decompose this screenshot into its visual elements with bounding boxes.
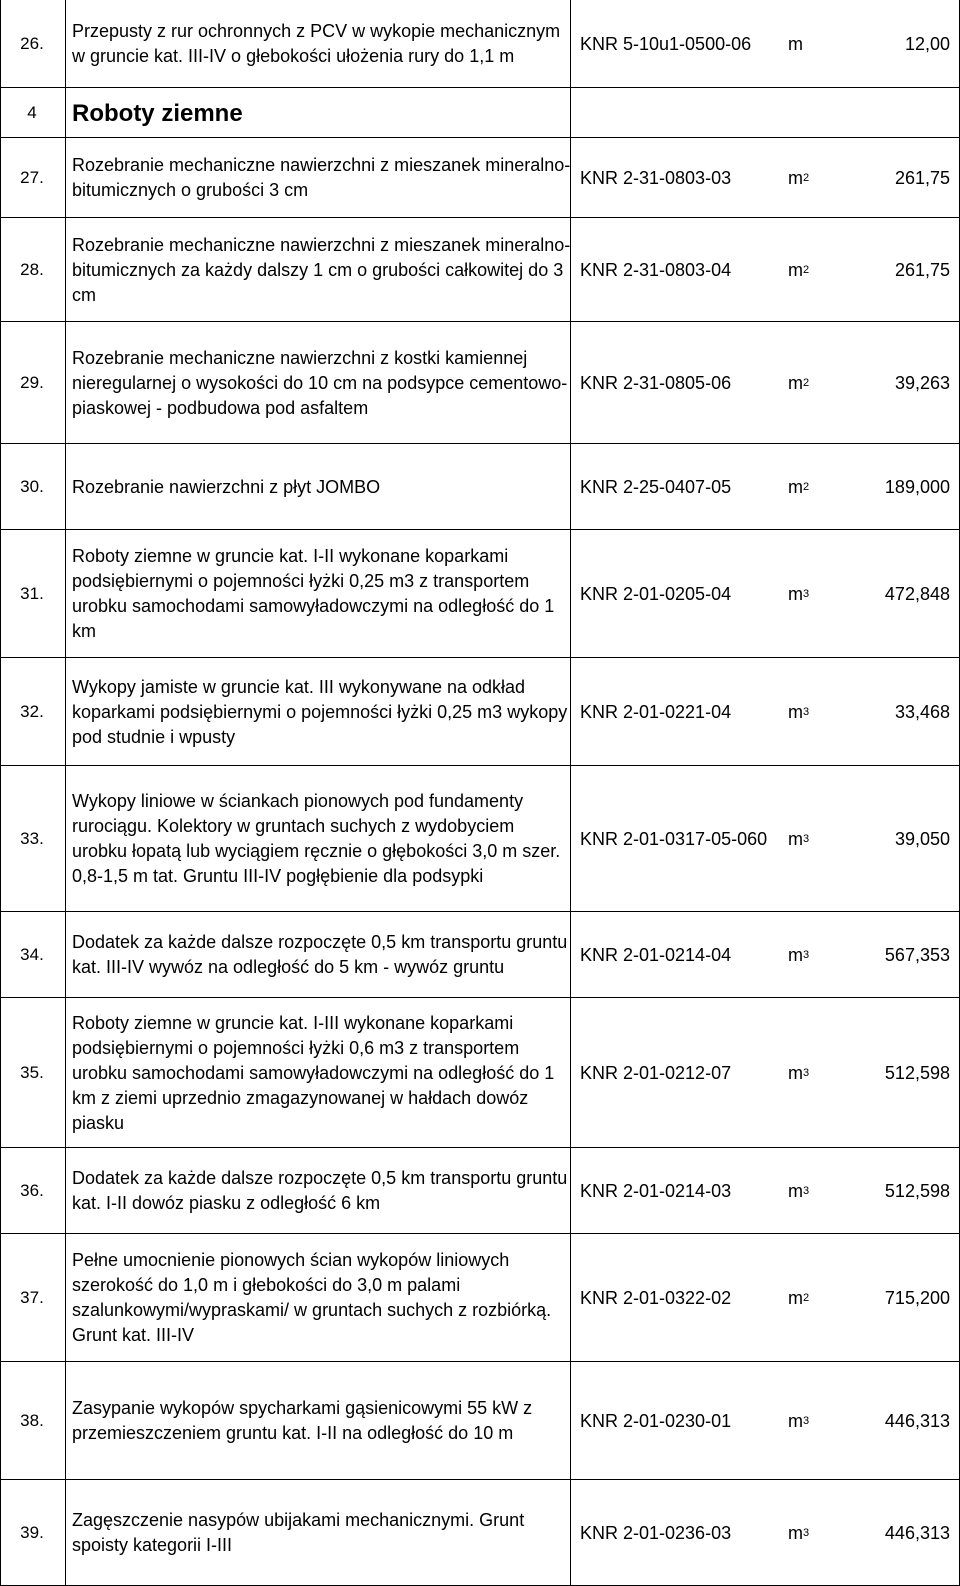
item-number [2, 998, 62, 1148]
item-description-text: Wykopy liniowe w ściankach pionowych pod fundamenty rurociągu. Kolektory w gruntach suchych z wydobyciem urobku łopatą lub wyciągiem ręcznie o głębokości 3,0 m szer. 0,8-1,5 m tat. Gruntu III-IV pogłębienie dla podsypki [72, 791, 561, 886]
item-unit-text: m [788, 944, 803, 965]
section-title-text: Roboty ziemne [72, 99, 243, 127]
item-number-text: 27. [20, 168, 44, 187]
item-description-text: Zasypanie wykopów spycharkami gąsienicowymi 55 kW z przemieszczeniem gruntu kat. I-II na odległość do 10 m [72, 1398, 533, 1443]
item-description-text: Roboty ziemne w gruncie kat. I-III wykonane koparkami podsiębiernymi o pojemności łyżki 0,6 m3 z transportem urobku samochodami samowyładowczymi na odległość do 1 km z ziemi uprzednio zmagazynowanej w hałdach dowóz piasku [72, 1012, 555, 1133]
item-code-text: KNR 2-01-0230-01 [580, 1410, 732, 1431]
item-quantity-text: 446,313 [884, 1410, 950, 1431]
table-row [0, 1148, 960, 1234]
item-unit: m 3 [788, 1062, 810, 1083]
item-quantity [835, 1148, 950, 1234]
item-number-text: 33. [20, 829, 44, 848]
item-number [2, 658, 62, 766]
item-description-text: Rozebranie mechaniczne nawierzchni z kostki kamiennej nieregularnej o wysokości do 10 cm na podsypce cementowo-piaskowej - podbudowa pod asfaltem [72, 347, 568, 418]
item-code [580, 218, 770, 322]
item-quantity-text: 512,598 [884, 1062, 950, 1083]
item-quantity [835, 218, 950, 322]
item-code-text: KNR 2-01-0212-07 [580, 1062, 732, 1083]
item-code [580, 530, 770, 658]
item-number-text: 34. [20, 945, 44, 964]
item-description [72, 138, 572, 218]
item-quantity [835, 766, 950, 912]
item-unit-text: m [788, 701, 803, 722]
item-quantity-text: 446,313 [884, 1522, 950, 1543]
item-number-text: 37. [20, 1288, 44, 1307]
table-row [0, 0, 960, 88]
item-unit: m 2 [788, 372, 810, 393]
item-quantity-text: 261,75 [894, 167, 950, 188]
item-quantity-text: 33,468 [894, 701, 950, 722]
item-unit: m 3 [788, 1180, 810, 1201]
item-number-text: 38. [20, 1411, 44, 1430]
item-number-text: 26. [20, 34, 44, 53]
item-description [72, 998, 572, 1148]
item-quantity-text: 512,598 [884, 1180, 950, 1201]
item-quantity [835, 138, 950, 218]
item-quantity-text: 472,848 [884, 583, 950, 604]
item-quantity [835, 322, 950, 444]
item-description [72, 766, 572, 912]
table-row [0, 218, 960, 322]
table-row [0, 912, 960, 998]
item-code [580, 1480, 770, 1586]
item-number [2, 138, 62, 218]
item-unit: m 2 [788, 1287, 810, 1308]
item-quantity [835, 530, 950, 658]
item-number [2, 322, 62, 444]
item-description-text: Pełne umocnienie pionowych ścian wykopów liniowych szerokość do 1,0 m i głebokości do 3,0 m palami szalunkowymi/wypraskami/ w gruntach suchych z rozbiórką. Grunt kat. III-IV [72, 1250, 552, 1345]
item-description [72, 322, 572, 444]
item-number [2, 218, 62, 322]
item-quantity [835, 1480, 950, 1586]
item-code-text: KNR 2-01-0221-04 [580, 701, 732, 722]
item-unit: m 3 [788, 828, 810, 849]
item-number [2, 0, 62, 88]
item-code-text: KNR 2-31-0803-04 [580, 259, 732, 280]
table-row [0, 138, 960, 218]
item-code-text: KNR 2-31-0805-06 [580, 372, 732, 393]
item-description [72, 530, 572, 658]
item-description [72, 658, 572, 766]
item-unit: m 3 [788, 701, 810, 722]
item-unit-text: m [788, 372, 803, 393]
item-quantity [835, 658, 950, 766]
item-quantity [835, 1362, 950, 1480]
section-number-text: 4 [27, 103, 37, 122]
item-number [2, 530, 62, 658]
item-number-text: 32. [20, 702, 44, 721]
item-unit-text: m [788, 1180, 803, 1201]
item-unit: m 3 [788, 944, 810, 965]
item-number [2, 1148, 62, 1234]
item-description [72, 1148, 572, 1234]
item-description [72, 1362, 572, 1480]
section-number [2, 88, 62, 138]
item-code-text: KNR 2-01-0214-04 [580, 944, 732, 965]
item-code [580, 1362, 770, 1480]
item-unit: m 2 [788, 259, 810, 280]
item-unit: m 2 [788, 167, 810, 188]
item-number [2, 912, 62, 998]
item-code [580, 444, 770, 530]
item-description [72, 1234, 572, 1362]
table-row [0, 766, 960, 912]
item-unit-text: m [788, 167, 803, 188]
item-number [2, 1480, 62, 1586]
item-code-text: KNR 5-10u1-0500-06 [580, 33, 752, 54]
section-header-row [0, 88, 960, 138]
table-row [0, 658, 960, 766]
item-number-text: 35. [20, 1063, 44, 1082]
item-description [72, 0, 572, 88]
item-unit-text: m [788, 476, 803, 497]
item-quantity-text: 567,353 [884, 944, 950, 965]
item-code-text: KNR 2-01-0322-02 [580, 1287, 732, 1308]
item-code-text: KNR 2-01-0214-03 [580, 1180, 732, 1201]
item-code [580, 658, 770, 766]
item-code [580, 998, 770, 1148]
item-number-text: 36. [20, 1181, 44, 1200]
item-unit-text: m [788, 1410, 803, 1431]
table-row [0, 322, 960, 444]
item-number [2, 1234, 62, 1362]
item-code [580, 1148, 770, 1234]
item-number-text: 39. [20, 1523, 44, 1542]
item-code-text: KNR 2-01-0205-04 [580, 583, 732, 604]
item-code-text: KNR 2-25-0407-05 [580, 476, 732, 497]
item-number [2, 1362, 62, 1480]
item-description [72, 1480, 572, 1586]
item-code [580, 1234, 770, 1362]
item-description-text: Roboty ziemne w gruncie kat. I-II wykonane koparkami podsiębiernymi o pojemności łyżki 0,25 m3 z transportem urobku samochodami samowyładowczymi na odległość do 1 km [72, 546, 555, 641]
item-unit-text: m [788, 1062, 803, 1083]
table-row [0, 998, 960, 1148]
item-number-text: 29. [20, 373, 44, 392]
item-description-text: Rozebranie nawierzchni z płyt JOMBO [72, 476, 381, 497]
item-description-text: Dodatek za każde dalsze rozpoczęte 0,5 km transportu gruntu kat. I-II dowóz piasku z odległość 6 km [72, 1168, 568, 1213]
item-code-text: KNR 2-01-0236-03 [580, 1522, 732, 1543]
item-number-text: 31. [20, 584, 44, 603]
item-description-text: Wykopy jamiste w gruncie kat. III wykonywane na odkład koparkami podsiębiernymi o pojemności łyżki 0,25 m3 wykopy pod studnie i wpusty [72, 676, 568, 747]
item-unit-text: m [788, 259, 803, 280]
item-code [580, 0, 770, 88]
item-code [580, 138, 770, 218]
item-quantity [835, 0, 950, 88]
item-quantity [835, 912, 950, 998]
item-number-text: 28. [20, 260, 44, 279]
item-description-text: Rozebranie mechaniczne nawierzchni z mieszanek mineralno-bitumicznych o grubości 3 cm [72, 155, 571, 200]
table-row [0, 1234, 960, 1362]
table-row [0, 1362, 960, 1480]
table-row [0, 444, 960, 530]
item-description-text: Rozebranie mechaniczne nawierzchni z mieszanek mineralno-bitumicznych za każdy dalszy 1 cm o grubości całkowitej do 3 cm [72, 234, 571, 305]
item-unit [788, 0, 838, 88]
item-code [580, 766, 770, 912]
item-unit: m 3 [788, 583, 810, 604]
item-quantity-text: 189,000 [884, 476, 950, 497]
item-code-text: KNR 2-31-0803-03 [580, 167, 732, 188]
item-quantity-text: 261,75 [894, 259, 950, 280]
item-unit-text: m [788, 1287, 803, 1308]
item-unit: m 2 [788, 476, 810, 497]
item-quantity [835, 1234, 950, 1362]
item-quantity-text: 12,00 [904, 33, 950, 54]
item-quantity [835, 444, 950, 530]
item-quantity-text: 715,200 [884, 1287, 950, 1308]
item-unit-text: m [788, 828, 803, 849]
item-unit: m 3 [788, 1522, 810, 1543]
item-description [72, 444, 572, 530]
item-unit-text: m [788, 1522, 803, 1543]
table-row [0, 1480, 960, 1586]
table-row [0, 530, 960, 658]
item-description-text: Dodatek za każde dalsze rozpoczęte 0,5 km transportu gruntu kat. III-IV wywóz na odległość do 5 km - wywóz gruntu [72, 932, 568, 977]
item-quantity [835, 998, 950, 1148]
item-number [2, 444, 62, 530]
item-quantity-text: 39,050 [894, 828, 950, 849]
item-unit: m 3 [788, 1410, 810, 1431]
item-number-text: 30. [20, 477, 44, 496]
item-code [580, 322, 770, 444]
item-code-text: KNR 2-01-0317-05-060 [580, 828, 768, 849]
item-number [2, 766, 62, 912]
item-code [580, 912, 770, 998]
item-description-text: Zagęszczenie nasypów ubijakami mechanicznymi. Grunt spoisty kategorii I-III [72, 1510, 525, 1555]
item-unit-text: m [788, 583, 803, 604]
item-description-text: Przepusty z rur ochronnych z PCV w wykopie mechanicznym w gruncie kat. III-IV o głebokości ułożenia rury do 1,1 m [72, 21, 561, 66]
item-unit-text: m [788, 33, 803, 54]
item-quantity-text: 39,263 [894, 372, 950, 393]
section-title [72, 88, 572, 138]
item-description [72, 912, 572, 998]
item-description [72, 218, 572, 322]
